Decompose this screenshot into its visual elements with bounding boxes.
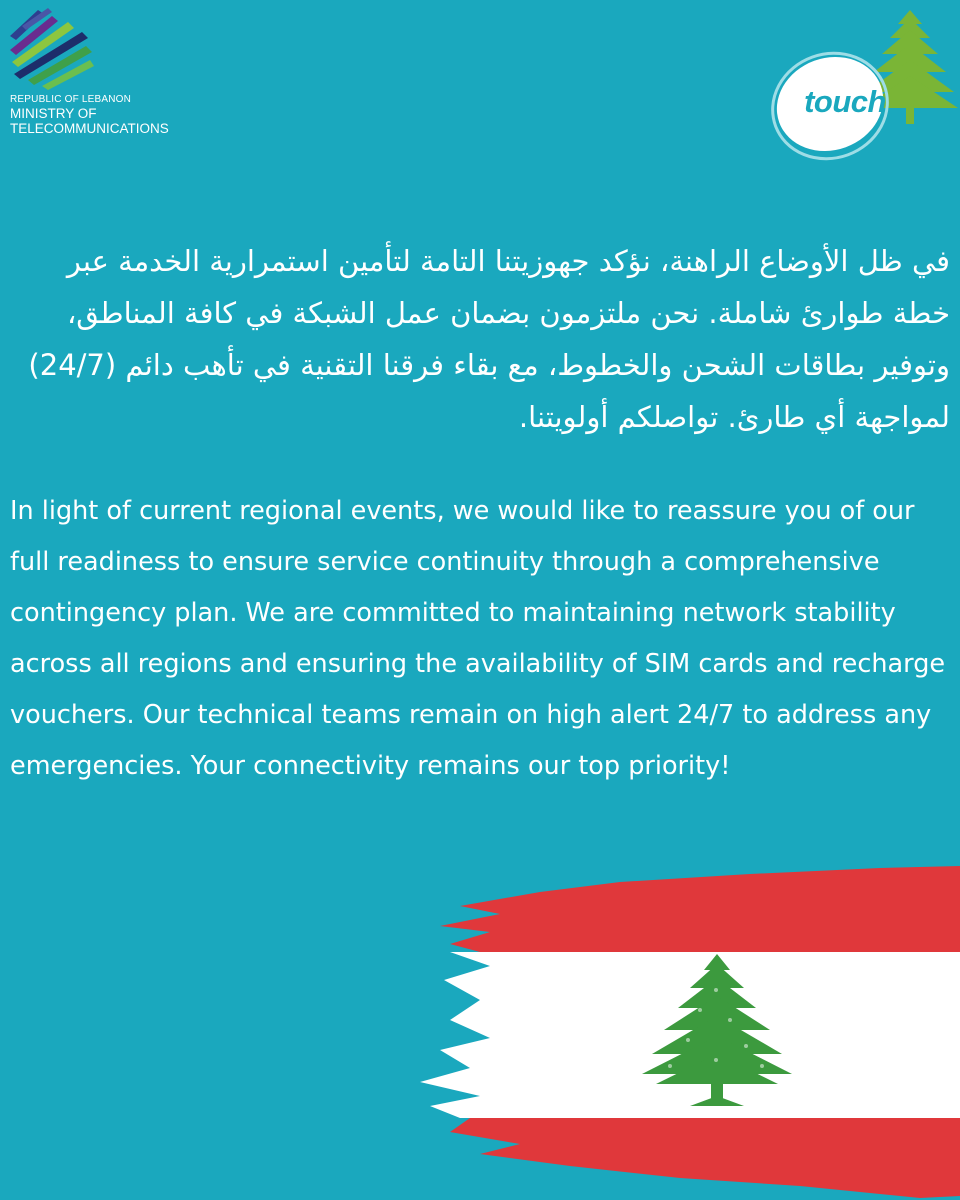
lebanese-flag-icon (420, 860, 960, 1200)
ministry-country: REPUBLIC OF LEBANON (10, 94, 132, 105)
ministry-title-line1: MINISTRY OF (10, 106, 97, 121)
touch-logo (762, 6, 960, 166)
ministry-name (10, 94, 169, 136)
ministry-stripes-icon (8, 6, 98, 96)
touch-wordmark: touch (804, 84, 886, 119)
message-english: In light of current regional events, we would like to reassure you of our full readiness to ensure service continuity through a comprehensive contingency plan. We are committed to maintaining network stability across all regions and ensuring the availability of SIM cards and recharge vouchers. Our technical teams remain on high alert 24/7 to address any emergencies. Your connectivity remains our top priority! (10, 496, 946, 781)
ministry-logo (8, 6, 188, 136)
message-arabic: في ظل الأوضاع الراهنة، نؤكد جهوزيتنا التامة لتأمين استمرارية الخدمة عبر خطة طوارئ شاملة. نحن ملتزمون بضمان عمل الشبكة في كافة المناطق، وتوفير بطاقات الشحن والخطوط، مع بقاء فرقنا التقنية في تأهب دائم (24/7) لمواجهة أي طارئ. تواصلكم أولويتنا. (28, 244, 950, 434)
ministry-title-line2: TELECOMMUNICATIONS (10, 121, 169, 136)
